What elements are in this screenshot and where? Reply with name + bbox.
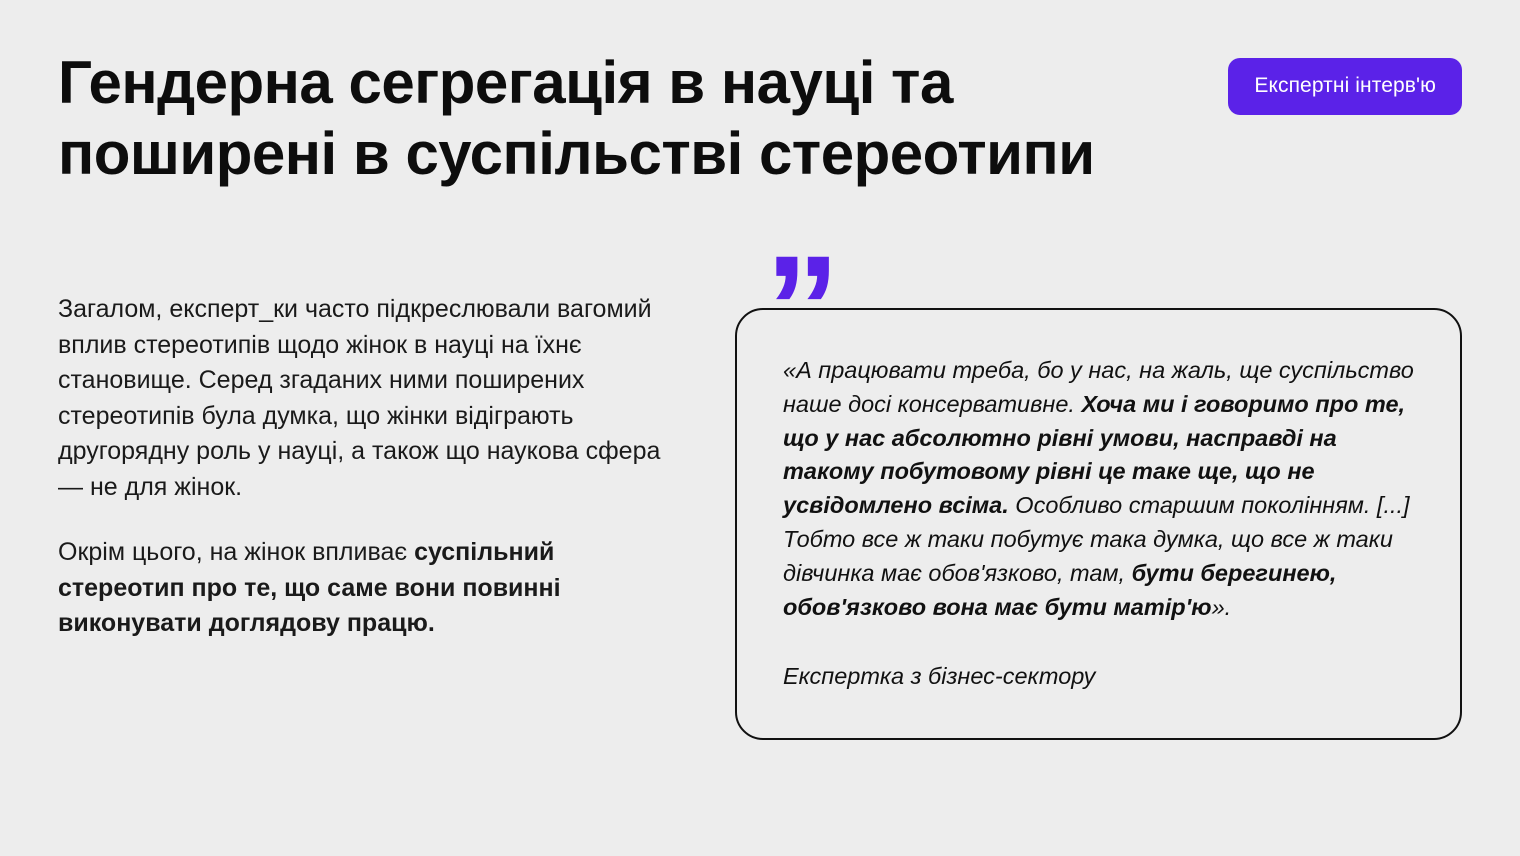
quote-part-one: «А працювати треба, бо у нас, на жаль, ще суспільство наше досі консервативне. [783,357,1414,417]
quote-attribution: Експертка з бізнес-сектору [783,662,1096,689]
paragraph-two-emphasis: суспільний стереотип про те, що саме вони повинні виконувати доглядову працю. [58,538,561,637]
quote-part-two-emphasis: Хоча ми і говоримо про те, що у нас абсолютно рівні умови, насправді на такому побутовому рівні це таке ще, що не усвідомлено всіма. [783,390,1406,519]
left-text-column [58,292,678,642]
page-title: Гендерна сегрегація в науці та поширені в суспільстві стереотипи [58,49,1095,187]
paragraph-one: Загалом, експерт_ки часто підкреслювали вагомий вплив стереотипів щодо жінок в науці на їхнє становище. Серед згаданих ними поширених стереотипів була думка, що жінки відіграють другорядну роль у науці, а також що наукова сфера — не для жінок. [58,295,661,501]
quote-part-four-emphasis: бути берегинею, обов'язково вона має бути матір'ю [783,559,1337,620]
slide-header [58,48,1462,190]
quote-card [735,308,1462,740]
paragraph-two-lead: Окрім цього, на жінок впливає [58,538,415,566]
paragraph-two [58,535,678,642]
quotation-mark-icon: ” [765,224,838,392]
status-badge: Експертні інтерв'ю [1228,58,1462,115]
quote-text [783,354,1414,625]
quote-part-three: Особливо старшим поколінням. [...] Тобто все ж таки побутує така думка, що все ж таки дівчинка має обов'язково, там, [783,492,1410,586]
quote-part-five: ». [1211,593,1232,620]
